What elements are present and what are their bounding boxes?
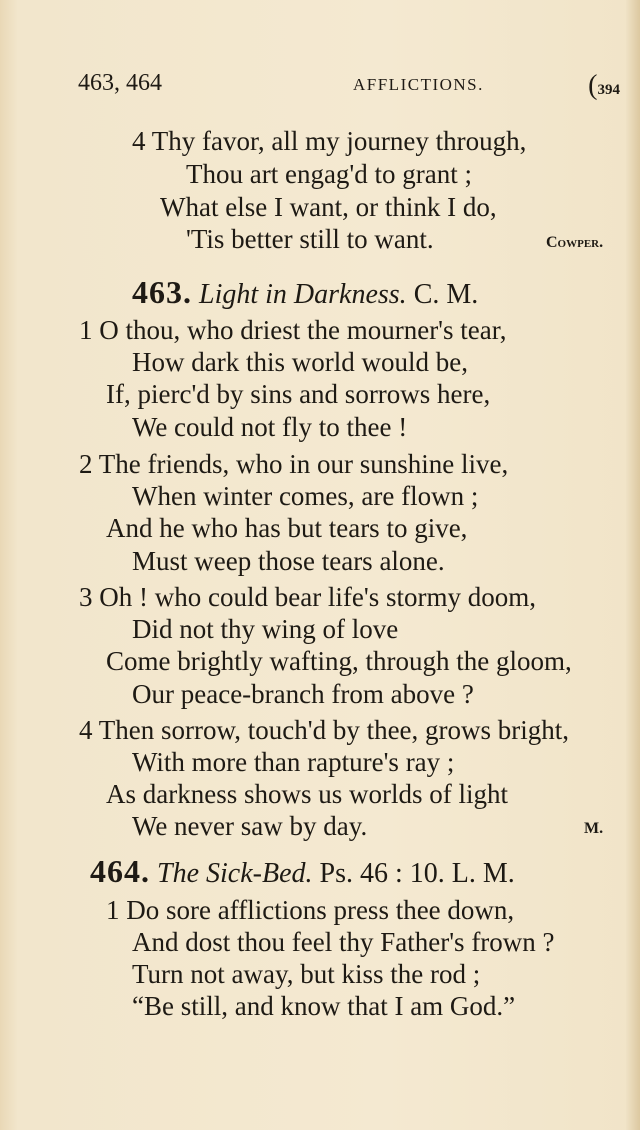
header-section-title: AFFLICTIONS. [353,75,484,94]
hymn-number: 463. [132,274,192,310]
verse-line: Come brightly wafting, through the gloom, [106,646,572,676]
running-header [78,70,620,104]
verse-line: We could not fly to thee ! [132,412,408,442]
verse-line: Our peace-branch from above ? [132,679,474,709]
hymn-reference: Ps. 46 : 10. [319,858,445,889]
attribution: Cowper. [546,234,604,251]
hymn-number: 464. [90,853,150,889]
hymn-meter: C. M. [413,279,479,310]
verse-line: With more than rapture's ray ; [132,747,455,777]
verse-line: 4 Then sorrow, touch'd by thee, grows bright, [79,715,570,745]
verse-line: 'Tis better still to want. [186,224,434,254]
verse-line: 3 Oh ! who could bear life's stormy doom, [79,582,537,612]
verse-line: When winter comes, are flown ; [132,481,479,511]
page-number-value: 394 [597,82,620,98]
verse-line: 1 Do sore afflictions press thee down, [106,895,515,925]
hymn-title: Light in Darkness. [199,279,407,310]
header-hymn-numbers: 463, 464 [78,70,162,96]
verse-line: Must weep those tears alone. [132,546,445,576]
hymn-heading-464 [90,855,515,888]
verse-line: 2 The friends, who in our sunshine live, [79,449,509,479]
attribution: M. [584,820,604,837]
hymn-heading-463 [132,276,478,309]
verse-line: 1 O thou, who driest the mourner's tear, [79,315,507,345]
verse-line: And dost thou feel thy Father's frown ? [132,927,555,957]
verse-line: If, pierc'd by sins and sorrows here, [106,379,491,409]
hymn-title: The Sick-Bed. [157,858,313,889]
verse-line: Turn not away, but kiss the rod ; [132,959,481,989]
page-edge [626,0,640,1130]
verse-line: “Be still, and know that I am God.” [132,991,516,1021]
hymn-meter: L. M. [451,858,515,889]
verse-line: And he who has but tears to give, [106,513,468,543]
page-number-paren: ( [588,70,598,101]
verse-line: 4 Thy favor, all my journey through, [132,126,527,156]
verse-line: How dark this world would be, [132,347,468,377]
verse-line: As darkness shows us worlds of light [106,779,508,809]
verse-line: Thou art engag'd to grant ; [186,159,473,189]
page-number [588,70,620,102]
verse-line: What else I want, or think I do, [160,192,497,222]
verse-line: Did not thy wing of love [132,614,399,644]
verse-line: We never saw by day. [132,811,368,841]
